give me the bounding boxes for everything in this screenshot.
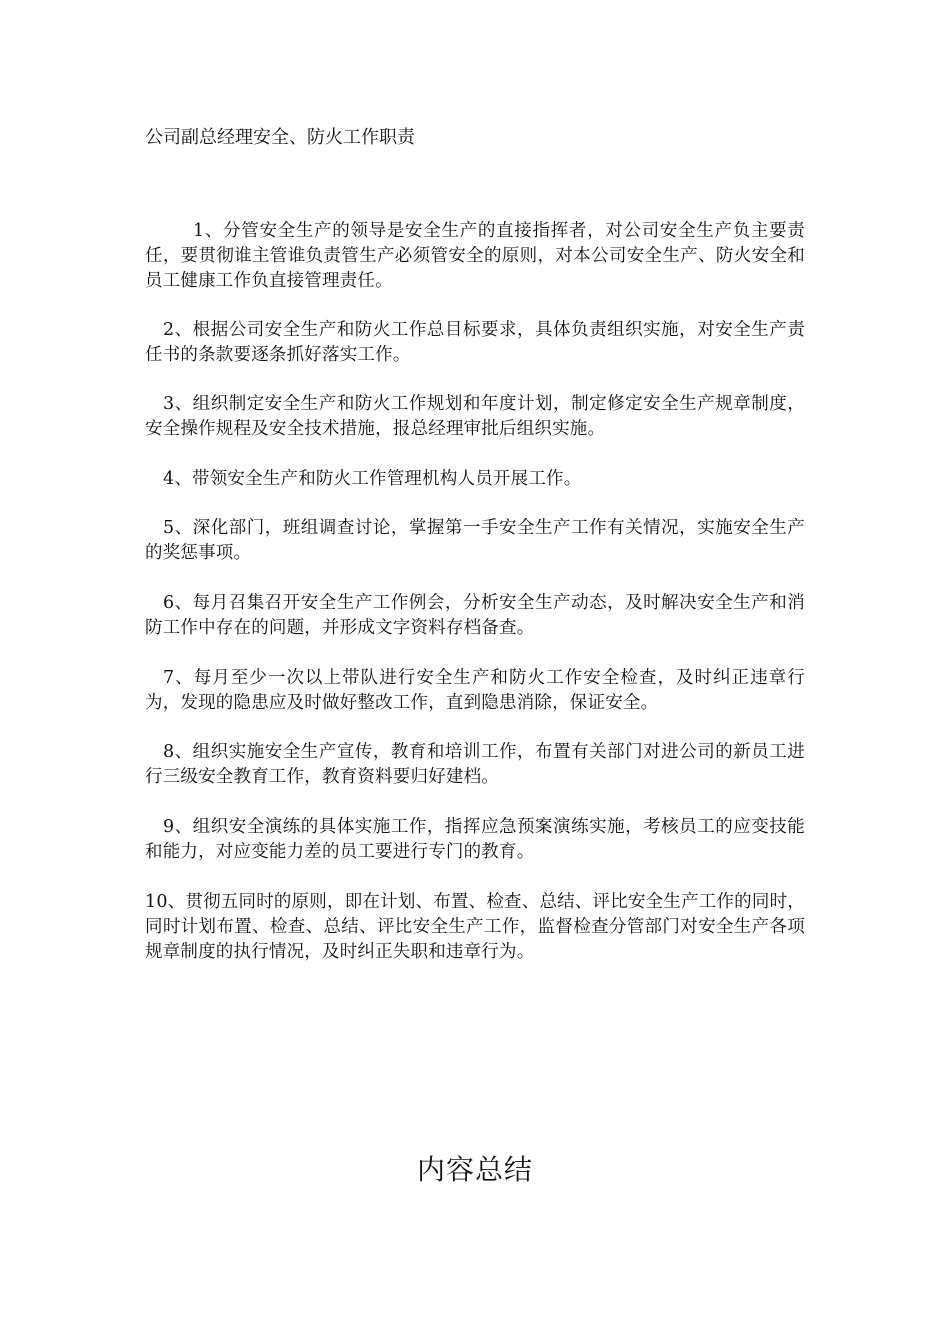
summary-heading: 内容总结: [416, 1153, 533, 1186]
paragraph-4: 4、带领安全生产和防火工作管理机构人员开展工作。: [163, 468, 582, 489]
paragraph-3: 3、组织制定安全生产和防火工作规划和年度计划，制定修定安全生产规章制度，安全操作规程及安全技术措施，报总经理审批后组织实施。: [145, 393, 805, 439]
paragraph-2: 2、根据公司安全生产和防火工作总目标要求，具体负责组织实施，对安全生产责任书的条款要逐条抓好落实工作。: [145, 319, 805, 365]
paragraph-10: 10、贯彻五同时的原则，即在计划、布置、检查、总结、评比安全生产工作的同时，同时计划布置、检查、总结、评比安全生产工作，监督检查分管部门对安全生产各项规章制度的执行情况，及时纠正失职和违章行为。: [145, 891, 805, 962]
paragraph-9: 9、组织安全演练的具体实施工作，指挥应急预案演练实施，考核员工的应变技能和能力，对应变能力差的员工要进行专门的教育。: [145, 816, 805, 862]
paragraph-7: 7、每月至少一次以上带队进行安全生产和防火工作安全检查，及时纠正违章行为，发现的隐患应及时做好整改工作，直到隐患消除，保证安全。: [145, 667, 805, 713]
document-title: 公司副总经理安全、防火工作职责: [145, 127, 415, 148]
paragraph-8: 8、组织实施安全生产宣传，教育和培训工作，布置有关部门对进公司的新员工进行三级安全教育工作，教育资料要归好建档。: [145, 741, 805, 787]
paragraph-6: 6、每月召集召开安全生产工作例会，分析安全生产动态，及时解决安全生产和消防工作中存在的问题，并形成文字资料存档备查。: [145, 592, 805, 638]
paragraph-1: 1、分管安全生产的领导是安全生产的直接指挥者，对公司安全生产负主要责任，要贯彻谁主管谁负责管生产必须管安全的原则，对本公司安全生产、防火安全和员工健康工作负直接管理责任。: [145, 220, 805, 291]
paragraph-5: 5、深化部门，班组调查讨论，掌握第一手安全生产工作有关情况，实施安全生产的奖惩事项。: [145, 517, 805, 563]
